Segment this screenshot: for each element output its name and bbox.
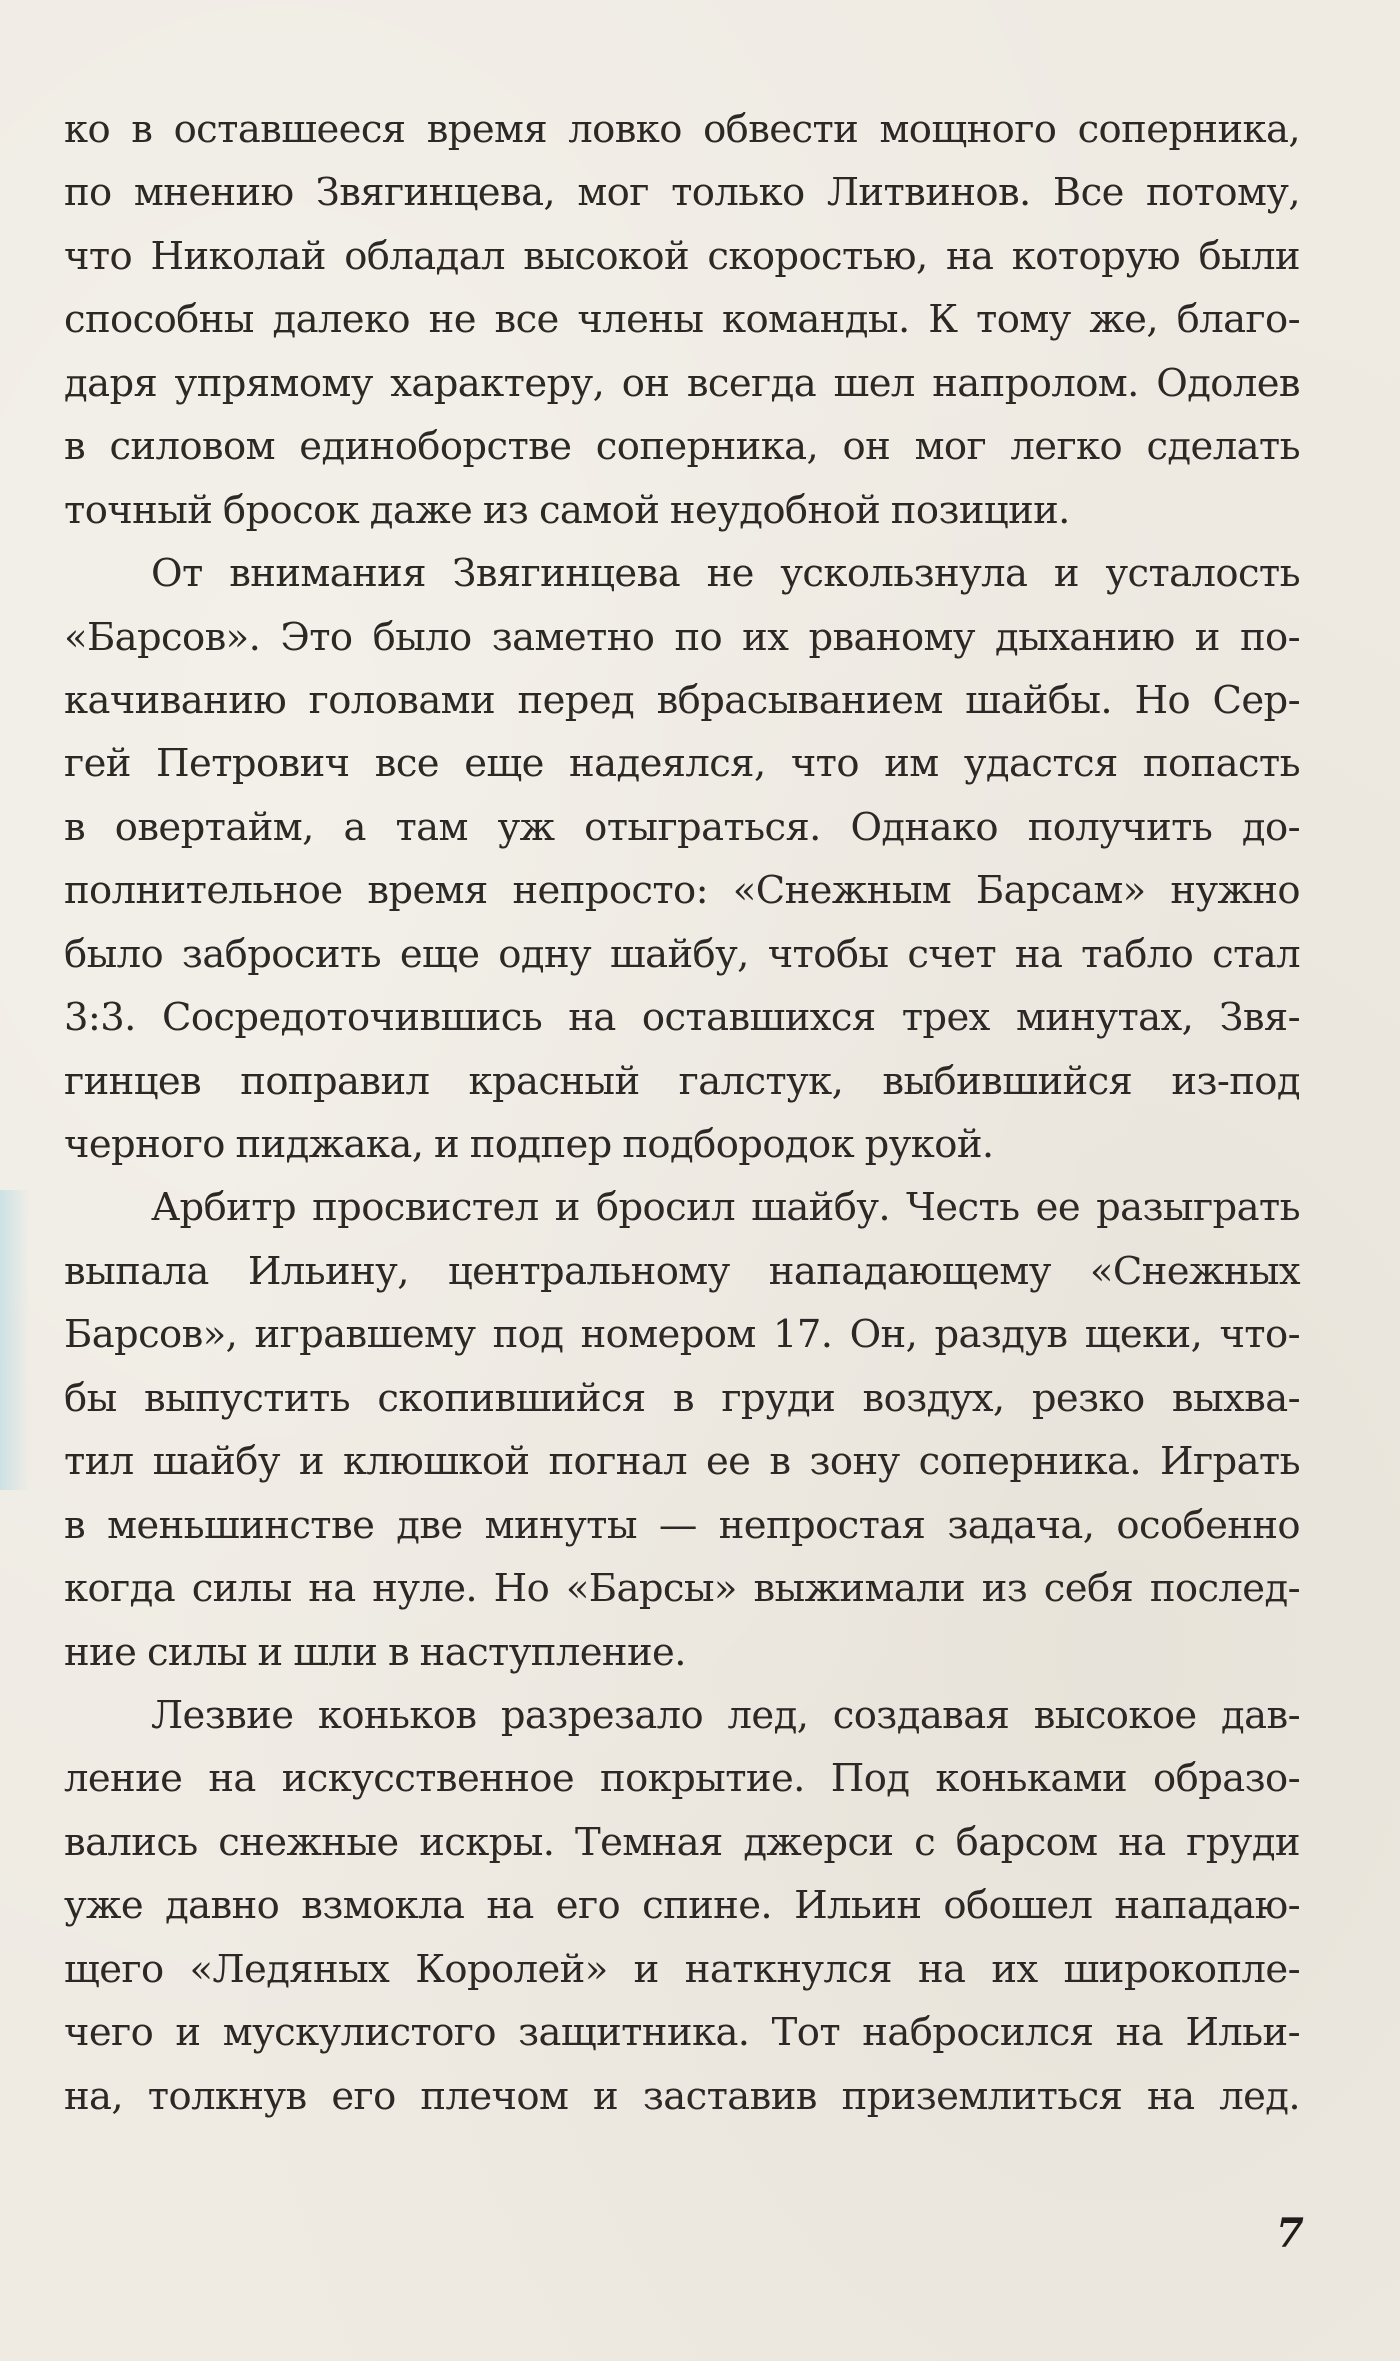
text-line: на, толкнув его плечом и заставив приземлиться на лед. [64,2073,1300,2119]
text-line: бы выпустить скопившийся в груди воздух, резко выхва- [64,1375,1300,1421]
paragraph-3 [64,1176,1300,1684]
text-line: ко в оставшееся время ловко обвести мощного соперника, [64,107,1300,152]
text-line: полнительное время непросто: «Снежным Барсам» нужно [64,868,1300,914]
text-line: выпала Ильину, центральному нападающему «Снежных [64,1248,1300,1294]
text-line: щего «Ледяных Королей» и наткнулся на их широкопле- [64,1946,1300,1992]
text-line: в меньшинстве две минуты — непростая задача, особенно [64,1502,1300,1548]
text-line: в овертайм, а там уж отыграться. Однако получить до- [64,804,1300,850]
text-line: Барсов», игравшему под номером 17. Он, раздув щеки, что- [64,1312,1300,1358]
text-line: было забросить еще одну шайбу, чтобы счет на табло стал [64,931,1300,977]
paragraph-1 [64,98,1300,542]
text-line: в силовом единоборстве соперника, он мог легко сделать [64,424,1300,470]
text-line: ние силы и шли в наступление. [64,1629,686,1675]
text-line: Лезвие коньков разрезало лед, создавая высокое дав- [151,1692,1300,1738]
text-line: когда силы на нуле. Но «Барсы» выжимали из себя послед- [64,1566,1300,1612]
text-line: «Барсов». Это было заметно по их рваному дыханию и по- [64,614,1300,660]
text-line: вались снежные искры. Темная джерси с барсом на груди [64,1819,1300,1865]
text-line: что Николай обладал высокой скоростью, на которую были [64,233,1300,279]
text-line: гинцев поправил красный галстук, выбившийся из-под [64,1058,1300,1104]
paragraph-4 [64,1684,1300,2128]
text-line: гей Петрович все еще надеялся, что им удастся попасть [64,741,1300,787]
book-page-text [64,98,1300,2128]
text-line: по мнению Звягинцева, мог только Литвинов. Все потому, [64,170,1300,216]
text-line: чего и мускулистого защитника. Тот набросился на Ильи- [64,2010,1300,2056]
text-line: тил шайбу и клюшкой погнал ее в зону соперника. Играть [64,1439,1300,1485]
text-line: черного пиджака, и подпер подбородок рукой. [64,1122,994,1167]
text-line: Арбитр просвистел и бросил шайбу. Честь ее разыграть [151,1185,1300,1231]
text-line: способны далеко не все члены команды. К тому же, благо- [64,297,1300,343]
text-line: ление на искусственное покрытие. Под коньками образо- [64,1756,1300,1802]
text-line: От внимания Звягинцева не ускользнула и усталость [151,551,1300,597]
page-number: 7 [1276,2210,1304,2257]
scan-edge-tint [0,1190,30,1490]
text-line: точный бросок даже из самой неудобной позиции. [64,487,1070,533]
paragraph-2 [64,542,1300,1176]
text-line: уже давно взмокла на его спине. Ильин обошел нападаю- [64,1883,1300,1929]
text-line: даря упрямому характеру, он всегда шел напролом. Одолев [64,360,1300,406]
text-line: 3:3. Сосредоточившись на оставшихся трех минутах, Звя- [64,995,1300,1041]
text-line: качиванию головами перед вбрасыванием шайбы. Но Сер- [64,677,1300,723]
